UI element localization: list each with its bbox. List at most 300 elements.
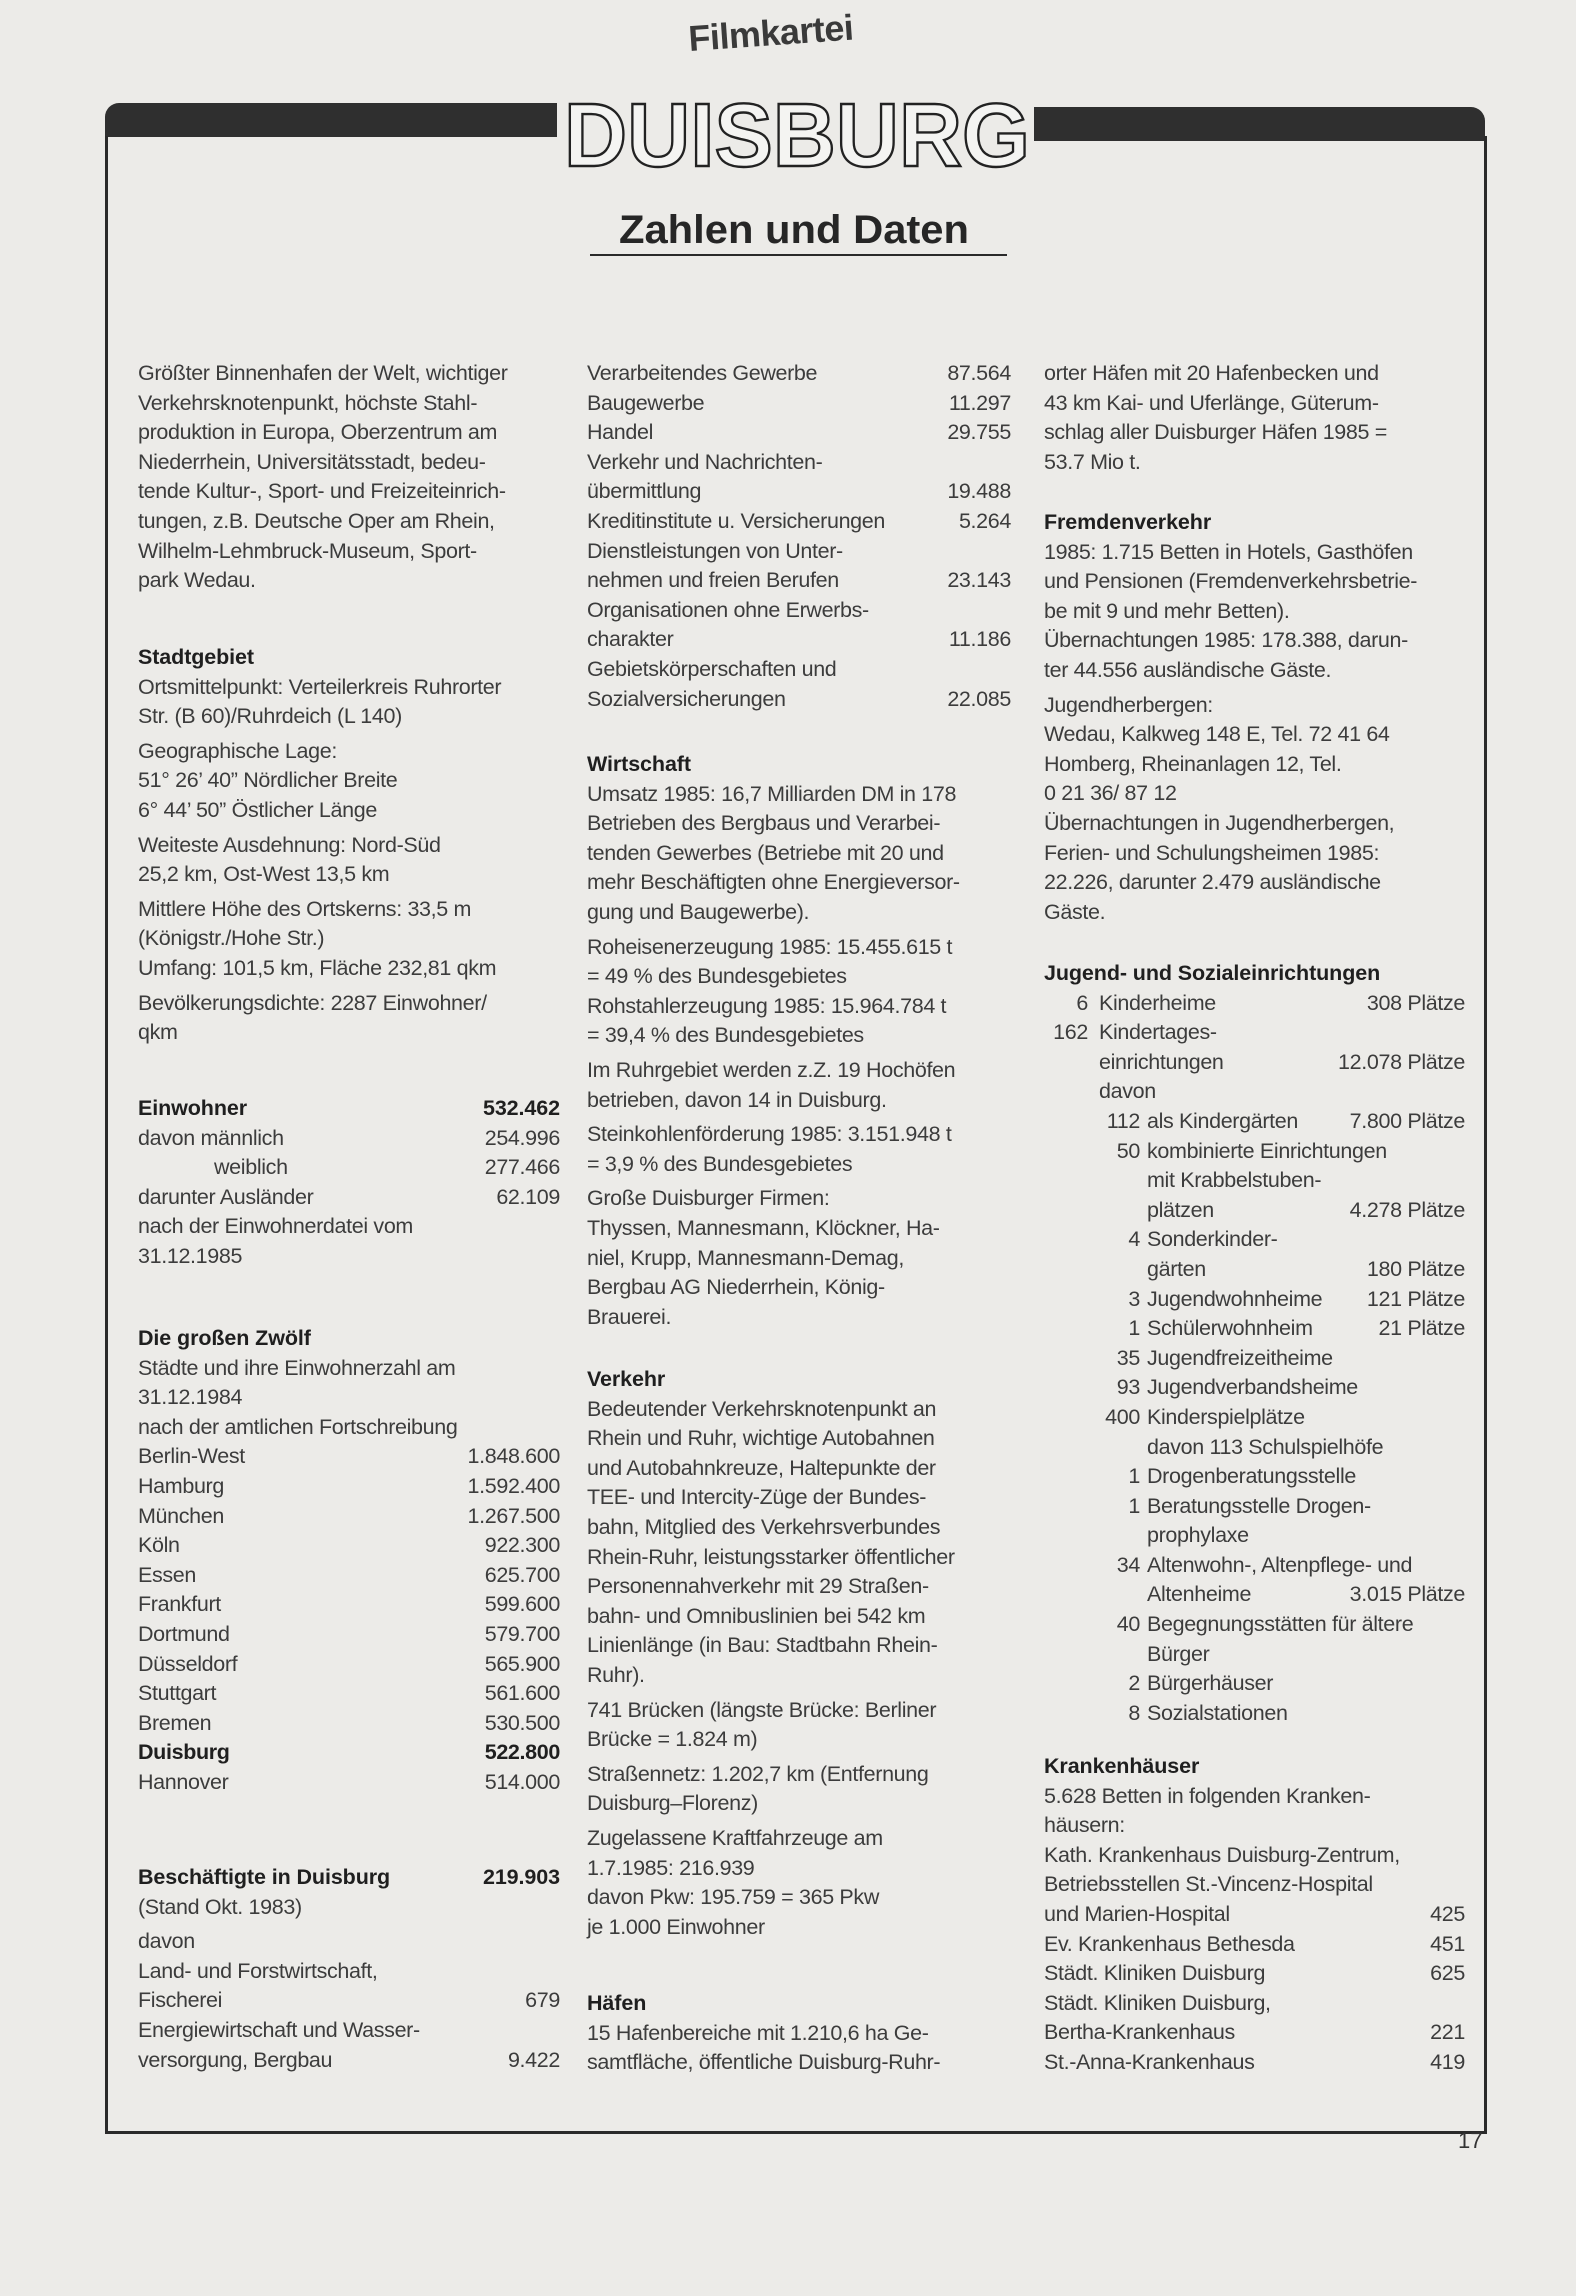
line-text: Rohstahlerzeugung 1985: 15.964.784 t <box>587 993 947 1018</box>
text-line <box>138 1927 560 1957</box>
facility-label: davon 113 Schulspielhöfe <box>1147 1434 1384 1459</box>
line-text: orter Häfen mit 20 Hafenbecken und <box>1044 361 1379 385</box>
facility-label: gärten <box>1147 1256 1206 1281</box>
line-text: Steinkohlenförderung 1985: 3.151.948 t <box>587 1122 952 1147</box>
facility-count: 34 <box>1116 1552 1140 1577</box>
text-line <box>138 1354 560 1384</box>
line-label: München <box>138 1503 224 1528</box>
line-value: 29.755 <box>947 420 1011 445</box>
line-text: betrieben, davon 14 in Duisburg. <box>587 1087 887 1112</box>
paragraph <box>587 2019 1011 2078</box>
text-line <box>138 1620 560 1650</box>
line-text: Kath. Krankenhaus Duisburg-Zentrum, <box>1044 1842 1400 1867</box>
line-text: davon Pkw: 195.759 = 365 Pkw <box>587 1885 879 1910</box>
text-line <box>587 1184 1011 1214</box>
facility-capacity: 180 Plätze <box>1366 1256 1465 1281</box>
paragraph <box>587 1056 1011 1115</box>
facility-capacity: 308 Plätze <box>1366 990 1465 1015</box>
line-label: Handel <box>587 420 654 445</box>
text-line <box>587 418 1011 448</box>
line-text: bahn- und Omnibuslinien bei 542 km <box>587 1603 926 1628</box>
line-text: niel, Krupp, Mannesmann-Demag, <box>587 1245 904 1270</box>
line-text: häusern: <box>1044 1813 1125 1838</box>
facility-label: Bürger <box>1147 1641 1210 1666</box>
text-line <box>587 1696 1011 1726</box>
line-text: Jugendherbergen: <box>1044 692 1213 717</box>
line-text: Weiteste Ausdehnung: Nord-Süd <box>138 832 441 857</box>
text-line <box>587 1150 1011 1180</box>
section-heading <box>587 1989 1011 2019</box>
text-line <box>1044 1841 1465 1871</box>
text-line <box>587 359 1011 389</box>
line-label: davon männlich <box>138 1125 284 1150</box>
facility-list-item <box>1044 1640 1465 1670</box>
facility-label: einrichtungen <box>1099 1049 1224 1074</box>
text-line <box>138 1679 560 1709</box>
text-line <box>587 596 1011 626</box>
text-line <box>138 1212 560 1242</box>
line-value: 599.600 <box>484 1592 560 1617</box>
line-text: Gebietskörperschaften und <box>587 656 837 681</box>
facility-label: Sozialstationen <box>1147 1700 1288 1725</box>
section-heading-title: Einwohner <box>138 1096 247 1120</box>
text-line <box>1044 839 1465 869</box>
text-line <box>138 1124 560 1154</box>
line-text: Thyssen, Mannesmann, Klöckner, Ha- <box>587 1215 940 1240</box>
paragraph <box>587 1120 1011 1179</box>
line-value: 565.900 <box>484 1651 560 1676</box>
facility-list-item <box>1044 1699 1465 1729</box>
section-heading-title: Verkehr <box>587 1367 666 1391</box>
line-value: 419 <box>1430 2049 1465 2074</box>
facility-count <box>1096 1521 1140 1551</box>
text-line <box>138 1153 560 1183</box>
line-text: Im Ruhrgebiet werden z.Z. 19 Hochöfen <box>587 1057 956 1082</box>
facility-count: 93 <box>1116 1375 1140 1400</box>
text-line <box>587 1760 1011 1790</box>
text-line <box>138 831 560 861</box>
line-text: 51° 26’ 40” Nördlicher Breite <box>138 768 398 793</box>
text-line <box>138 895 560 925</box>
facility-label: Jugendwohnheime <box>1147 1286 1323 1311</box>
title-bar-left <box>105 103 557 137</box>
facility-list-item <box>1044 1107 1465 1137</box>
text-line <box>587 1424 1011 1454</box>
text-line <box>1044 2018 1465 2048</box>
facility-count: 4 <box>1128 1227 1140 1252</box>
text-line <box>1044 448 1465 478</box>
line-label: nehmen und freien Berufen <box>587 568 839 593</box>
facility-count <box>1096 1196 1140 1226</box>
line-text: 31.12.1985 <box>138 1243 243 1268</box>
line-label: charakter <box>587 627 674 652</box>
line-text: Str. (B 60)/Ruhrdeich (L 140) <box>138 704 402 729</box>
text-line <box>1044 1811 1465 1841</box>
line-value: 522.800 <box>484 1740 560 1765</box>
facility-label: Kinderheime <box>1099 990 1216 1015</box>
line-label: Duisburg <box>138 1740 230 1765</box>
facility-list-item <box>1044 1580 1465 1610</box>
line-text: und Autobahnkreuze, Haltepunkte der <box>587 1455 936 1480</box>
paragraph <box>587 1184 1011 1332</box>
text-line <box>1044 691 1465 721</box>
line-text: Übernachtungen 1985: 178.388, darun- <box>1044 628 1408 653</box>
line-text: tenden Gewerbes (Betriebe mit 20 und <box>587 840 944 865</box>
facility-list-item <box>1044 1373 1465 1403</box>
line-label: weiblich <box>214 1155 288 1180</box>
text-line <box>1044 418 1465 448</box>
line-label: Verarbeitendes Gewerbe <box>587 361 818 385</box>
paragraph <box>138 673 560 732</box>
facility-list-item <box>1044 1285 1465 1315</box>
line-text: Ferien- und Schulungsheimen 1985: <box>1044 840 1380 865</box>
city-title-text: DUISBURG <box>564 96 1030 172</box>
section-heading-value: 219.903 <box>482 1865 560 1889</box>
text-line <box>587 507 1011 537</box>
line-text: 0 21 36/ 87 12 <box>1044 781 1177 806</box>
facility-capacity: 21 Plätze <box>1378 1316 1465 1341</box>
line-text: Wedau, Kalkweg 148 E, Tel. 72 41 64 <box>1044 722 1390 747</box>
article-section <box>138 1324 560 1798</box>
line-value: 1.592.400 <box>467 1473 560 1498</box>
text-line <box>587 1244 1011 1274</box>
section-heading <box>138 643 560 673</box>
section-heading-title: Die großen Zwölf <box>138 1326 311 1350</box>
line-text: 1.7.1985: 216.939 <box>587 1855 755 1880</box>
article-section <box>587 1989 1011 2078</box>
facility-list-item <box>1044 989 1465 1019</box>
text-line <box>587 1725 1011 1755</box>
text-line <box>587 1602 1011 1632</box>
facility-list-item <box>1044 1344 1465 1374</box>
section-heading-title: Stadtgebiet <box>138 645 254 669</box>
line-text: Linienlänge (in Bau: Stadtbahn Rhein- <box>587 1633 938 1658</box>
facility-count: 50 <box>1116 1138 1140 1163</box>
text-line <box>138 1893 560 1923</box>
line-text: Bedeutender Verkehrsknotenpunkt an <box>587 1396 937 1421</box>
facility-list-item <box>1044 1462 1465 1492</box>
line-text: Städt. Kliniken Duisburg, <box>1044 1990 1271 2015</box>
text-line <box>587 1056 1011 1086</box>
article-section <box>138 1094 560 1272</box>
text-line <box>1044 720 1465 750</box>
line-label: übermittlung <box>587 479 702 504</box>
text-line <box>587 477 1011 507</box>
text-line <box>138 477 560 507</box>
line-text: Homberg, Rheinanlagen 12, Tel. <box>1044 751 1342 776</box>
text-line <box>587 1454 1011 1484</box>
line-value: 254.996 <box>484 1125 560 1150</box>
facility-label: davon <box>1099 1079 1156 1104</box>
text-line <box>587 1883 1011 1913</box>
facility-label: Drogenberatungsstelle <box>1147 1464 1356 1489</box>
facility-count <box>1044 1048 1088 1078</box>
text-line <box>587 655 1011 685</box>
facility-label: Schülerwohnheim <box>1147 1316 1313 1341</box>
line-text: Wilhelm-Lehmbruck-Museum, Sport- <box>138 538 477 563</box>
page-number: 17 <box>1458 2128 1483 2153</box>
line-label: Sozialversicherungen <box>587 686 786 711</box>
text-line <box>138 1018 560 1048</box>
text-line <box>138 2016 560 2046</box>
paragraph <box>138 1354 560 1798</box>
line-text: Brauerei. <box>587 1304 672 1329</box>
line-label: Bertha-Krankenhaus <box>1044 2020 1235 2045</box>
section-heading <box>587 1365 1011 1395</box>
section-heading-title: Jugend- und Sozialeinrichtungen <box>1044 961 1381 985</box>
line-value: 514.000 <box>484 1769 560 1794</box>
line-text: Energiewirtschaft und Wasser- <box>138 2017 420 2042</box>
text-line <box>587 1913 1011 1943</box>
line-text: Geographische Lage: <box>138 738 337 763</box>
line-label: und Marien-Hospital <box>1044 1901 1230 1926</box>
facility-capacity: 121 Plätze <box>1366 1286 1465 1311</box>
subtitle-text: Zahlen und Daten <box>619 208 969 251</box>
text-line <box>587 1631 1011 1661</box>
text-line <box>138 1183 560 1213</box>
text-line <box>138 507 560 537</box>
article-section <box>138 1863 560 2075</box>
line-text: Umsatz 1985: 16,7 Milliarden DM in 178 <box>587 781 957 806</box>
text-line <box>1044 538 1465 568</box>
facility-count: 8 <box>1128 1700 1140 1725</box>
section-heading-title: Wirtschaft <box>587 752 691 776</box>
facility-label: plätzen <box>1147 1197 1214 1222</box>
paragraph <box>138 831 560 890</box>
paragraph <box>138 359 560 596</box>
text-line <box>587 1086 1011 1116</box>
line-text: davon <box>138 1929 195 1954</box>
paragraph <box>587 359 1011 714</box>
article-section <box>587 359 1011 714</box>
line-text: 53.7 Mio t. <box>1044 449 1141 474</box>
line-text: Betriebsstellen St.-Vincenz-Hospital <box>1044 1872 1373 1897</box>
text-line <box>587 898 1011 928</box>
line-label: darunter Ausländer <box>138 1184 314 1209</box>
line-value: 22.085 <box>947 686 1011 711</box>
text-line <box>138 1986 560 2016</box>
line-text: 15 Hafenbereiche mit 1.210,6 ha Ge- <box>587 2020 929 2045</box>
text-line <box>138 954 560 984</box>
facility-label: Jugendfreizeitheime <box>1147 1345 1333 1370</box>
line-label: versorgung, Bergbau <box>138 2047 333 2072</box>
line-value: 451 <box>1430 1931 1465 1956</box>
line-text: mehr Beschäftigten ohne Energieversor- <box>587 870 960 895</box>
line-value: 87.564 <box>947 361 1011 385</box>
article-section <box>1044 508 1465 927</box>
facility-list-item <box>1044 1610 1465 1640</box>
facility-label: mit Krabbelstuben- <box>1147 1168 1322 1193</box>
article-section <box>138 643 560 1048</box>
paragraph <box>1044 1782 1465 2078</box>
facility-count: 112 <box>1106 1108 1140 1133</box>
line-label: Dortmund <box>138 1621 230 1646</box>
facility-count: 35 <box>1116 1345 1140 1370</box>
line-text: qkm <box>138 1020 178 1045</box>
text-line <box>1044 359 1465 389</box>
text-line <box>587 780 1011 810</box>
text-line <box>587 566 1011 596</box>
line-label: Frankfurt <box>138 1592 221 1617</box>
facility-count: 1 <box>1128 1464 1140 1489</box>
text-line <box>587 1395 1011 1425</box>
facility-capacity: 12.078 Plätze <box>1338 1049 1465 1074</box>
text-line <box>138 2046 560 2076</box>
section-heading-title: Fremdenverkehr <box>1044 510 1212 534</box>
facility-list-item <box>1044 1314 1465 1344</box>
line-text: park Wedau. <box>138 568 256 593</box>
line-value: 679 <box>525 1988 560 2013</box>
line-value: 23.143 <box>947 568 1011 593</box>
text-line <box>587 933 1011 963</box>
text-line <box>138 737 560 767</box>
text-line <box>587 1854 1011 1884</box>
text-line <box>138 1502 560 1532</box>
facility-count <box>1096 1580 1140 1610</box>
line-text: Gäste. <box>1044 899 1106 924</box>
line-label: Baugewerbe <box>587 390 705 415</box>
facility-count <box>1096 1255 1140 1285</box>
line-value: 11.297 <box>948 390 1011 415</box>
text-line <box>1044 809 1465 839</box>
facility-list-item <box>1044 1077 1465 1107</box>
section-heading-title: Krankenhäuser <box>1044 1754 1200 1778</box>
line-value: 5.264 <box>958 508 1011 533</box>
text-line <box>587 962 1011 992</box>
article-section <box>587 1365 1011 1942</box>
text-line <box>587 685 1011 715</box>
text-line <box>138 673 560 703</box>
line-text: produktion in Europa, Oberzentrum am <box>138 420 498 445</box>
facility-list-item <box>1044 1137 1465 1167</box>
text-line <box>138 1709 560 1739</box>
text-line <box>587 1572 1011 1602</box>
line-text: 6° 44’ 50” Östlicher Länge <box>138 797 377 822</box>
paragraph <box>138 737 560 826</box>
line-text: Duisburg–Florenz) <box>587 1791 758 1816</box>
text-line <box>138 860 560 890</box>
line-value: 1.848.600 <box>467 1444 560 1469</box>
text-line <box>138 1442 560 1472</box>
text-line <box>587 1483 1011 1513</box>
section-heading <box>1044 959 1465 989</box>
line-text: und Pensionen (Fremdenverkehrsbetrie- <box>1044 569 1418 594</box>
paragraph <box>1044 538 1465 686</box>
text-line <box>1044 2048 1465 2078</box>
line-text: Ruhr). <box>587 1662 645 1687</box>
line-text: Bergbau AG Niederrhein, König- <box>587 1275 885 1300</box>
facility-list-item <box>1044 1403 1465 1433</box>
line-text: Niederrhein, Universitätsstadt, bedeu- <box>138 449 486 474</box>
line-value: 530.500 <box>484 1710 560 1735</box>
text-line <box>138 418 560 448</box>
section-heading <box>1044 508 1465 538</box>
line-label: Hamburg <box>138 1473 224 1498</box>
facility-label: Kinderspielplätze <box>1147 1404 1305 1429</box>
subtitle-underline <box>590 254 1007 256</box>
section-heading <box>1044 1752 1465 1782</box>
text-line <box>138 448 560 478</box>
text-line <box>138 1590 560 1620</box>
facility-count <box>1096 1166 1140 1196</box>
line-text: Städte und ihre Einwohnerzahl am <box>138 1355 456 1380</box>
facility-list-item <box>1044 1166 1465 1196</box>
text-line <box>138 537 560 567</box>
text-line <box>1044 656 1465 686</box>
line-value: 625 <box>1430 1961 1465 1986</box>
facility-label: Kindertages- <box>1099 1020 1217 1045</box>
line-text: = 49 % des Bundesgebietes <box>587 964 847 989</box>
text-line <box>587 868 1011 898</box>
line-value: 1.267.500 <box>467 1503 560 1528</box>
text-line <box>1044 1989 1465 2019</box>
facility-list-item <box>1044 1196 1465 1226</box>
line-text: TEE- und Intercity-Züge der Bundes- <box>587 1485 927 1510</box>
publication-kicker: Filmkartei <box>687 6 855 60</box>
text-line <box>587 1543 1011 1573</box>
text-line <box>138 796 560 826</box>
paragraph <box>138 1893 560 1923</box>
text-line <box>138 1768 560 1798</box>
line-text: 43 km Kai- und Uferlänge, Güterum- <box>1044 390 1379 415</box>
text-line <box>1044 898 1465 928</box>
text-line <box>587 1273 1011 1303</box>
text-line <box>587 1021 1011 1051</box>
text-line <box>1044 1782 1465 1812</box>
line-label: Berlin-West <box>138 1444 245 1469</box>
text-line <box>587 1513 1011 1543</box>
line-text: Organisationen ohne Erwerbs- <box>587 597 869 622</box>
section-heading <box>138 1094 560 1124</box>
text-line <box>1044 779 1465 809</box>
text-line <box>587 1661 1011 1691</box>
line-text: 22.226, darunter 2.479 ausländische <box>1044 870 1381 895</box>
text-line <box>587 389 1011 419</box>
text-line <box>138 1650 560 1680</box>
facility-label: als Kindergärten <box>1147 1108 1298 1133</box>
line-text: 5.628 Betten in folgenden Kranken- <box>1044 1783 1371 1808</box>
text-line <box>138 1413 560 1443</box>
text-line <box>587 1303 1011 1333</box>
line-value: 922.300 <box>484 1533 560 1558</box>
text-line <box>138 924 560 954</box>
paragraph <box>587 1824 1011 1942</box>
facility-label: Altenheime <box>1147 1582 1252 1607</box>
text-line <box>587 448 1011 478</box>
text-line <box>1044 1900 1465 1930</box>
line-text: nach der Einwohnerdatei vom <box>138 1214 413 1239</box>
text-line <box>138 1242 560 1272</box>
line-text: bahn, Mitglied des Verkehrsverbundes <box>587 1514 941 1539</box>
text-line <box>138 702 560 732</box>
text-line <box>1044 868 1465 898</box>
text-line <box>1044 1959 1465 1989</box>
line-text: schlag aller Duisburger Häfen 1985 = <box>1044 420 1387 445</box>
facility-count <box>1096 1433 1140 1463</box>
line-text: gung und Baugewerbe). <box>587 899 810 924</box>
paragraph <box>587 780 1011 928</box>
text-line <box>587 1789 1011 1819</box>
text-line <box>138 1531 560 1561</box>
paragraph <box>587 1760 1011 1819</box>
city-title <box>560 96 1036 172</box>
paragraph <box>587 933 1011 1051</box>
line-value: 579.700 <box>484 1621 560 1646</box>
facility-label: prophylaxe <box>1147 1523 1249 1548</box>
text-line <box>1044 1930 1465 1960</box>
facility-list-item <box>1044 1048 1465 1078</box>
facility-count: 6 <box>1076 990 1088 1015</box>
